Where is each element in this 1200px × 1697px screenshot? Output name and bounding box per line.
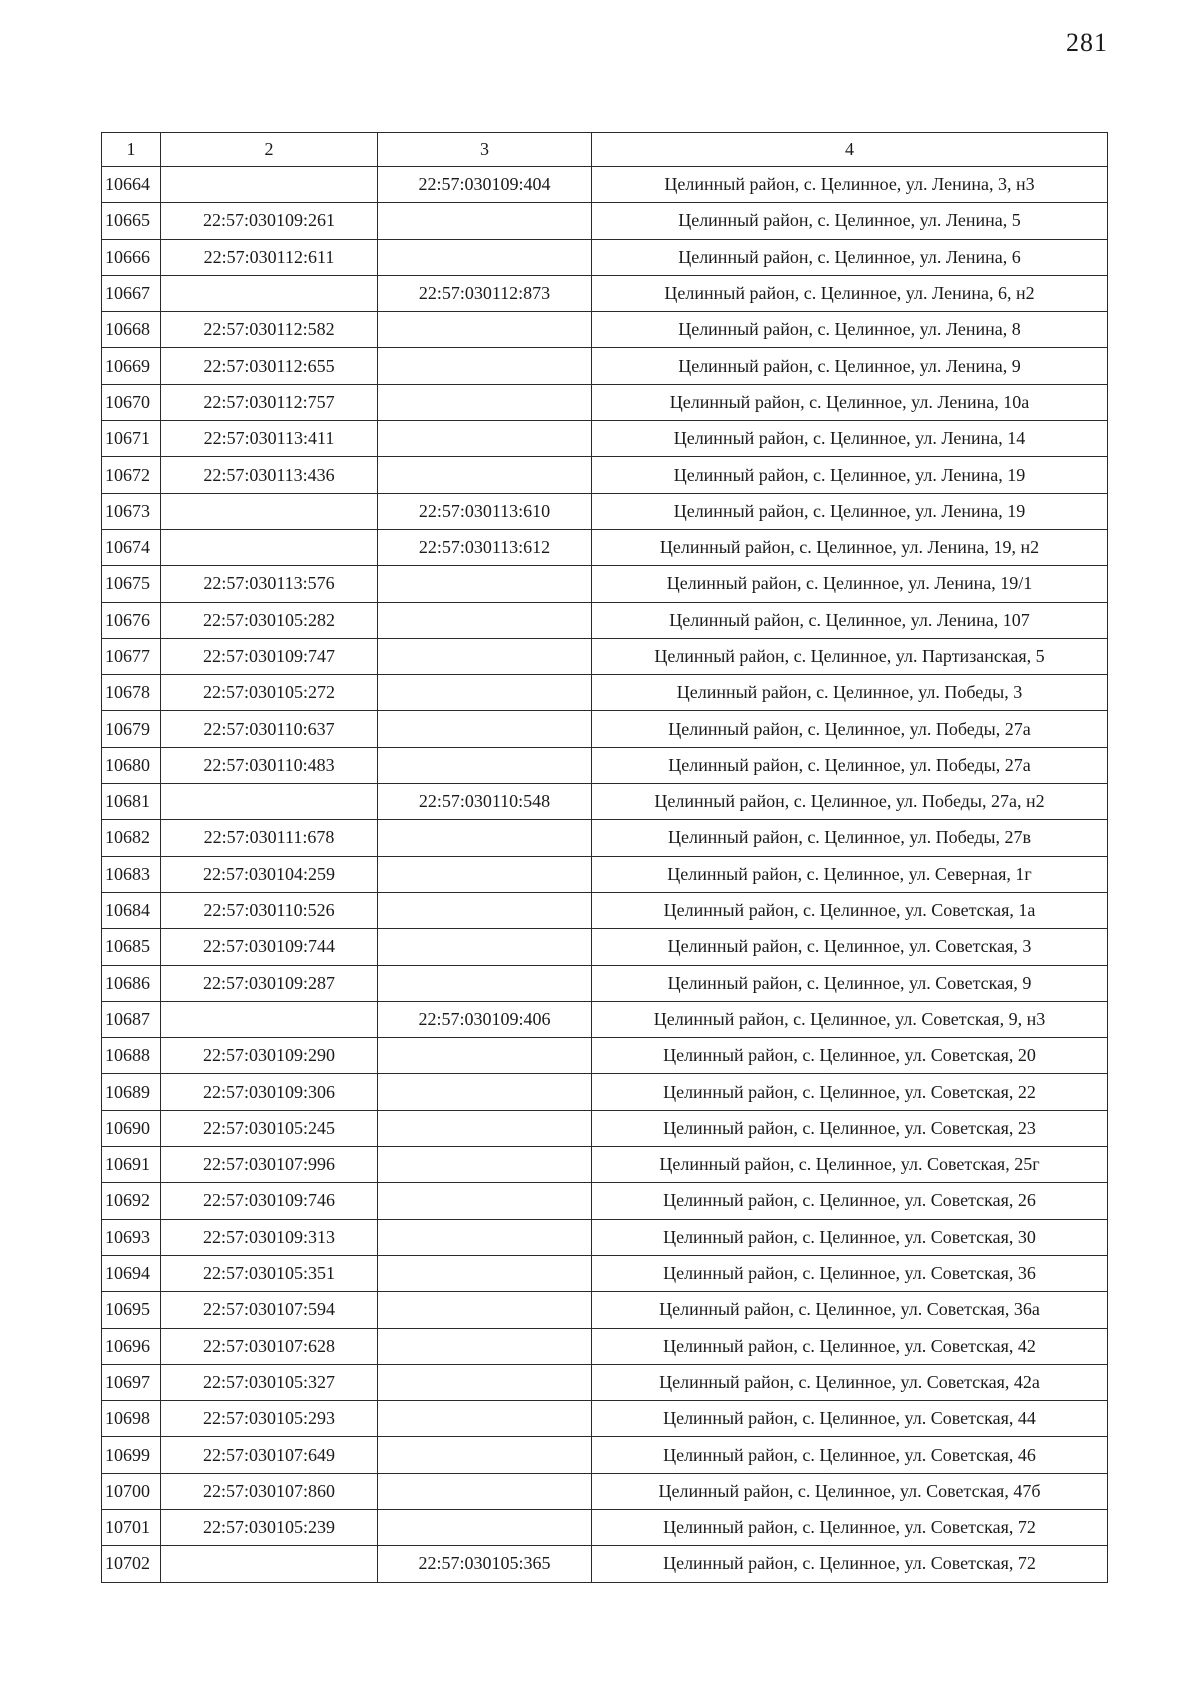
cadastral-number-col3-cell [378, 239, 592, 275]
row-number-cell: 10674 [102, 529, 161, 565]
table-row [102, 1001, 1108, 1037]
cadastral-number-col2-cell: 22:57:030105:327 [161, 1364, 378, 1400]
table-body [102, 167, 1108, 1583]
row-number-cell: 10671 [102, 421, 161, 457]
row-number-cell: 10694 [102, 1255, 161, 1291]
table-row [102, 239, 1108, 275]
table-row [102, 384, 1108, 420]
address-cell: Целинный район, с. Целинное, ул. Советская, 42а [592, 1364, 1108, 1400]
cadastral-number-col2-cell: 22:57:030105:293 [161, 1401, 378, 1437]
cadastral-number-col3-cell [378, 711, 592, 747]
address-cell: Целинный район, с. Целинное, ул. Советская, 47б [592, 1473, 1108, 1509]
cadastral-number-col3-cell: 22:57:030109:406 [378, 1001, 592, 1037]
cadastral-number-col2-cell [161, 275, 378, 311]
address-cell: Целинный район, с. Целинное, ул. Ленина, 9 [592, 348, 1108, 384]
row-number-cell: 10686 [102, 965, 161, 1001]
cadastral-number-col3-cell [378, 421, 592, 457]
cadastral-number-col3-cell [378, 1509, 592, 1545]
table-row [102, 348, 1108, 384]
address-cell: Целинный район, с. Целинное, ул. Ленина, 10а [592, 384, 1108, 420]
row-number-cell: 10695 [102, 1292, 161, 1328]
cadastral-number-col3-cell [378, 892, 592, 928]
cadastral-number-col3-cell [378, 1074, 592, 1110]
table-row [102, 1437, 1108, 1473]
registry-table [101, 132, 1108, 1583]
address-cell: Целинный район, с. Целинное, ул. Советская, 3 [592, 929, 1108, 965]
row-number-cell: 10699 [102, 1437, 161, 1473]
row-number-cell: 10664 [102, 167, 161, 203]
address-cell: Целинный район, с. Целинное, ул. Советская, 1а [592, 892, 1108, 928]
address-cell: Целинный район, с. Целинное, ул. Советская, 46 [592, 1437, 1108, 1473]
address-cell: Целинный район, с. Целинное, ул. Ленина, 8 [592, 312, 1108, 348]
cadastral-number-col2-cell: 22:57:030109:744 [161, 929, 378, 965]
table-row [102, 1183, 1108, 1219]
table-row [102, 1328, 1108, 1364]
cadastral-number-col3-cell [378, 747, 592, 783]
cadastral-number-col3-cell: 22:57:030105:365 [378, 1546, 592, 1582]
row-number-cell: 10683 [102, 856, 161, 892]
cadastral-number-col3-cell [378, 965, 592, 1001]
row-number-cell: 10684 [102, 892, 161, 928]
address-cell: Целинный район, с. Целинное, ул. Советская, 20 [592, 1038, 1108, 1074]
cadastral-number-col3-cell [378, 1110, 592, 1146]
address-cell: Целинный район, с. Целинное, ул. Партизанская, 5 [592, 638, 1108, 674]
row-number-cell: 10670 [102, 384, 161, 420]
cadastral-number-col3-cell [378, 856, 592, 892]
address-cell: Целинный район, с. Целинное, ул. Советская, 9 [592, 965, 1108, 1001]
cadastral-number-col2-cell: 22:57:030105:272 [161, 675, 378, 711]
cadastral-number-col2-cell: 22:57:030107:594 [161, 1292, 378, 1328]
cadastral-number-col3-cell [378, 602, 592, 638]
cadastral-number-col3-cell: 22:57:030113:612 [378, 529, 592, 565]
row-number-cell: 10676 [102, 602, 161, 638]
header-col-1: 1 [102, 133, 161, 167]
table-row [102, 566, 1108, 602]
row-number-cell: 10702 [102, 1546, 161, 1582]
table-row [102, 1364, 1108, 1400]
table-row [102, 1292, 1108, 1328]
cadastral-number-col3-cell [378, 929, 592, 965]
cadastral-number-col2-cell: 22:57:030110:637 [161, 711, 378, 747]
cadastral-number-col2-cell: 22:57:030113:576 [161, 566, 378, 602]
cadastral-number-col2-cell [161, 529, 378, 565]
address-cell: Целинный район, с. Целинное, ул. Советская, 42 [592, 1328, 1108, 1364]
table-row [102, 312, 1108, 348]
cadastral-number-col2-cell: 22:57:030109:746 [161, 1183, 378, 1219]
cadastral-number-col2-cell: 22:57:030111:678 [161, 820, 378, 856]
cadastral-number-col3-cell [378, 1292, 592, 1328]
cadastral-number-col3-cell [378, 1401, 592, 1437]
cadastral-number-col2-cell: 22:57:030107:649 [161, 1437, 378, 1473]
cadastral-number-col2-cell: 22:57:030105:282 [161, 602, 378, 638]
row-number-cell: 10697 [102, 1364, 161, 1400]
address-cell: Целинный район, с. Целинное, ул. Победы, 27в [592, 820, 1108, 856]
address-cell: Целинный район, с. Целинное, ул. Ленина, 14 [592, 421, 1108, 457]
table-row [102, 711, 1108, 747]
cadastral-number-col2-cell [161, 784, 378, 820]
address-cell: Целинный район, с. Целинное, ул. Советская, 22 [592, 1074, 1108, 1110]
row-number-cell: 10678 [102, 675, 161, 711]
cadastral-number-col3-cell [378, 457, 592, 493]
cadastral-number-col2-cell: 22:57:030109:313 [161, 1219, 378, 1255]
table-row [102, 892, 1108, 928]
address-cell: Целинный район, с. Целинное, ул. Советская, 36 [592, 1255, 1108, 1291]
table-row [102, 638, 1108, 674]
table-row [102, 1546, 1108, 1582]
cadastral-number-col2-cell [161, 167, 378, 203]
cadastral-number-col2-cell: 22:57:030109:261 [161, 203, 378, 239]
row-number-cell: 10672 [102, 457, 161, 493]
address-cell: Целинный район, с. Целинное, ул. Советская, 72 [592, 1546, 1108, 1582]
row-number-cell: 10701 [102, 1509, 161, 1545]
address-cell: Целинный район, с. Целинное, ул. Советская, 30 [592, 1219, 1108, 1255]
cadastral-number-col3-cell [378, 203, 592, 239]
address-cell: Целинный район, с. Целинное, ул. Советская, 23 [592, 1110, 1108, 1146]
table-row [102, 1038, 1108, 1074]
address-cell: Целинный район, с. Целинное, ул. Ленина, 19/1 [592, 566, 1108, 602]
table-row [102, 784, 1108, 820]
table-row [102, 929, 1108, 965]
table-row [102, 1401, 1108, 1437]
cadastral-number-col2-cell [161, 1546, 378, 1582]
cadastral-number-col2-cell: 22:57:030110:483 [161, 747, 378, 783]
row-number-cell: 10668 [102, 312, 161, 348]
address-cell: Целинный район, с. Целинное, ул. Советская, 25г [592, 1147, 1108, 1183]
cadastral-number-col2-cell: 22:57:030105:351 [161, 1255, 378, 1291]
cadastral-number-col2-cell: 22:57:030107:860 [161, 1473, 378, 1509]
row-number-cell: 10700 [102, 1473, 161, 1509]
table-row [102, 1074, 1108, 1110]
cadastral-number-col3-cell [378, 1437, 592, 1473]
cadastral-number-col2-cell: 22:57:030109:747 [161, 638, 378, 674]
row-number-cell: 10691 [102, 1147, 161, 1183]
cadastral-number-col3-cell [378, 820, 592, 856]
row-number-cell: 10679 [102, 711, 161, 747]
cadastral-number-col2-cell: 22:57:030107:996 [161, 1147, 378, 1183]
table-row [102, 1219, 1108, 1255]
table-row [102, 1110, 1108, 1146]
cadastral-number-col3-cell [378, 348, 592, 384]
row-number-cell: 10692 [102, 1183, 161, 1219]
row-number-cell: 10696 [102, 1328, 161, 1364]
cadastral-number-col3-cell [378, 1183, 592, 1219]
cadastral-number-col2-cell: 22:57:030112:582 [161, 312, 378, 348]
row-number-cell: 10682 [102, 820, 161, 856]
cadastral-number-col3-cell [378, 675, 592, 711]
cadastral-number-col2-cell: 22:57:030107:628 [161, 1328, 378, 1364]
cadastral-number-col3-cell: 22:57:030112:873 [378, 275, 592, 311]
address-cell: Целинный район, с. Целинное, ул. Советская, 9, н3 [592, 1001, 1108, 1037]
table-row [102, 747, 1108, 783]
row-number-cell: 10698 [102, 1401, 161, 1437]
table-row [102, 167, 1108, 203]
cadastral-number-col2-cell: 22:57:030113:436 [161, 457, 378, 493]
address-cell: Целинный район, с. Целинное, ул. Ленина, 3, н3 [592, 167, 1108, 203]
row-number-cell: 10693 [102, 1219, 161, 1255]
address-cell: Целинный район, с. Целинное, ул. Ленина, 6, н2 [592, 275, 1108, 311]
cadastral-number-col2-cell: 22:57:030109:287 [161, 965, 378, 1001]
address-cell: Целинный район, с. Целинное, ул. Ленина, 19 [592, 493, 1108, 529]
row-number-cell: 10669 [102, 348, 161, 384]
table-row [102, 493, 1108, 529]
table-row [102, 457, 1108, 493]
address-cell: Целинный район, с. Целинное, ул. Советская, 72 [592, 1509, 1108, 1545]
page-number: 281 [1066, 28, 1108, 57]
cadastral-number-col2-cell: 22:57:030110:526 [161, 892, 378, 928]
row-number-cell: 10675 [102, 566, 161, 602]
table-row [102, 856, 1108, 892]
row-number-cell: 10673 [102, 493, 161, 529]
row-number-cell: 10667 [102, 275, 161, 311]
address-cell: Целинный район, с. Целинное, ул. Победы, 27а [592, 747, 1108, 783]
header-col-2: 2 [161, 133, 378, 167]
table-row [102, 820, 1108, 856]
table-row [102, 529, 1108, 565]
table-row [102, 1473, 1108, 1509]
row-number-cell: 10681 [102, 784, 161, 820]
cadastral-number-col3-cell [378, 566, 592, 602]
cadastral-number-col2-cell: 22:57:030112:757 [161, 384, 378, 420]
address-cell: Целинный район, с. Целинное, ул. Ленина, 19, н2 [592, 529, 1108, 565]
table-row [102, 1255, 1108, 1291]
table-row [102, 203, 1108, 239]
address-cell: Целинный район, с. Целинное, ул. Северная, 1г [592, 856, 1108, 892]
cadastral-number-col3-cell: 22:57:030113:610 [378, 493, 592, 529]
cadastral-number-col3-cell [378, 384, 592, 420]
cadastral-number-col3-cell [378, 1255, 592, 1291]
address-cell: Целинный район, с. Целинное, ул. Победы, 27а [592, 711, 1108, 747]
table-row [102, 1147, 1108, 1183]
cadastral-number-col3-cell [378, 1364, 592, 1400]
table-row [102, 965, 1108, 1001]
address-cell: Целинный район, с. Целинное, ул. Ленина, 6 [592, 239, 1108, 275]
table-row [102, 675, 1108, 711]
address-cell: Целинный район, с. Целинное, ул. Ленина, 5 [592, 203, 1108, 239]
cadastral-number-col2-cell: 22:57:030112:655 [161, 348, 378, 384]
row-number-cell: 10665 [102, 203, 161, 239]
cadastral-number-col3-cell [378, 1473, 592, 1509]
cadastral-number-col3-cell [378, 638, 592, 674]
address-cell: Целинный район, с. Целинное, ул. Советская, 44 [592, 1401, 1108, 1437]
cadastral-number-col2-cell [161, 493, 378, 529]
cadastral-number-col2-cell: 22:57:030104:259 [161, 856, 378, 892]
cadastral-number-col2-cell: 22:57:030105:245 [161, 1110, 378, 1146]
table-row [102, 1509, 1108, 1545]
cadastral-number-col3-cell [378, 1219, 592, 1255]
cadastral-number-col3-cell [378, 312, 592, 348]
header-col-4: 4 [592, 133, 1108, 167]
cadastral-number-col3-cell [378, 1147, 592, 1183]
address-cell: Целинный район, с. Целинное, ул. Победы, 3 [592, 675, 1108, 711]
cadastral-number-col3-cell [378, 1038, 592, 1074]
cadastral-number-col2-cell: 22:57:030113:411 [161, 421, 378, 457]
row-number-cell: 10687 [102, 1001, 161, 1037]
header-row [102, 133, 1108, 167]
row-number-cell: 10690 [102, 1110, 161, 1146]
cadastral-number-col2-cell: 22:57:030109:290 [161, 1038, 378, 1074]
address-cell: Целинный район, с. Целинное, ул. Ленина, 19 [592, 457, 1108, 493]
table-row [102, 602, 1108, 638]
cadastral-number-col2-cell [161, 1001, 378, 1037]
address-cell: Целинный район, с. Целинное, ул. Советская, 36а [592, 1292, 1108, 1328]
cadastral-number-col2-cell: 22:57:030109:306 [161, 1074, 378, 1110]
cadastral-number-col2-cell: 22:57:030112:611 [161, 239, 378, 275]
address-cell: Целинный район, с. Целинное, ул. Победы, 27а, н2 [592, 784, 1108, 820]
row-number-cell: 10666 [102, 239, 161, 275]
cadastral-number-col3-cell: 22:57:030110:548 [378, 784, 592, 820]
row-number-cell: 10689 [102, 1074, 161, 1110]
table-row [102, 421, 1108, 457]
row-number-cell: 10685 [102, 929, 161, 965]
row-number-cell: 10688 [102, 1038, 161, 1074]
table-row [102, 275, 1108, 311]
address-cell: Целинный район, с. Целинное, ул. Советская, 26 [592, 1183, 1108, 1219]
cadastral-number-col2-cell: 22:57:030105:239 [161, 1509, 378, 1545]
row-number-cell: 10680 [102, 747, 161, 783]
row-number-cell: 10677 [102, 638, 161, 674]
address-cell: Целинный район, с. Целинное, ул. Ленина, 107 [592, 602, 1108, 638]
header-col-3: 3 [378, 133, 592, 167]
cadastral-number-col3-cell [378, 1328, 592, 1364]
cadastral-number-col3-cell: 22:57:030109:404 [378, 167, 592, 203]
